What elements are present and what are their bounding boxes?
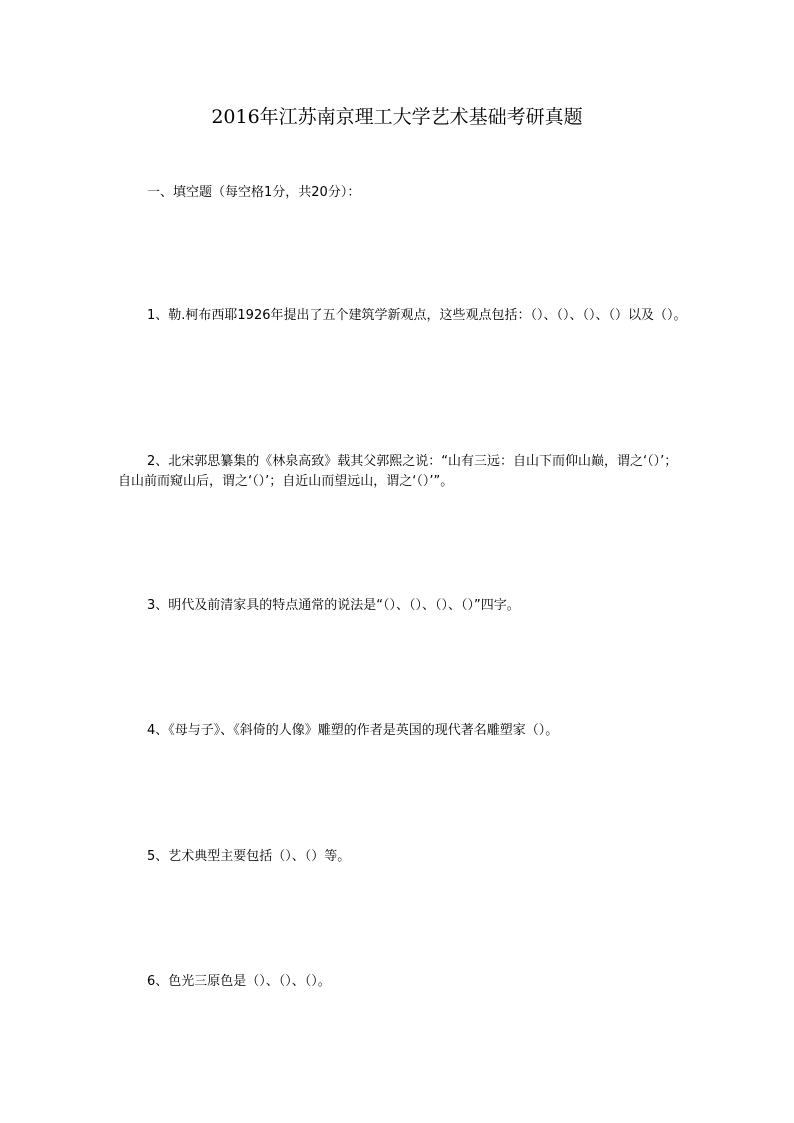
question-6: 6、色光三原色是（）、（）、（）。 <box>147 974 331 989</box>
question-4: 4、《母与子》、《斜倚的人像》雕塑的作者是英国的现代著名雕塑家（）。 <box>147 723 559 738</box>
question-3: 3、明代及前清家具的特点通常的说法是“（）、（）、（）、（）”四字。 <box>147 598 520 613</box>
page-title: 2016年江苏南京理工大学艺术基础考研真题 <box>211 106 583 128</box>
question-1: 1、勒.柯布西耶1926年提出了五个建筑学新观点，这些观点包括：（）、（）、（）、（）以及（）。 <box>147 308 687 323</box>
section-heading: 一、填空题（每空格1分，共20分）： <box>147 185 361 200</box>
question-2: 2、北宋郭思纂集的《林泉高致》载其父郭熙之说：“山有三远：自山下而仰山巅，谓之‘（）’；自山前而窥山后，谓之‘（）’；自近山而望远山，谓之‘（）’”。 <box>118 454 678 489</box>
question-5: 5、艺术典型主要包括（）、（）等。 <box>147 849 351 864</box>
